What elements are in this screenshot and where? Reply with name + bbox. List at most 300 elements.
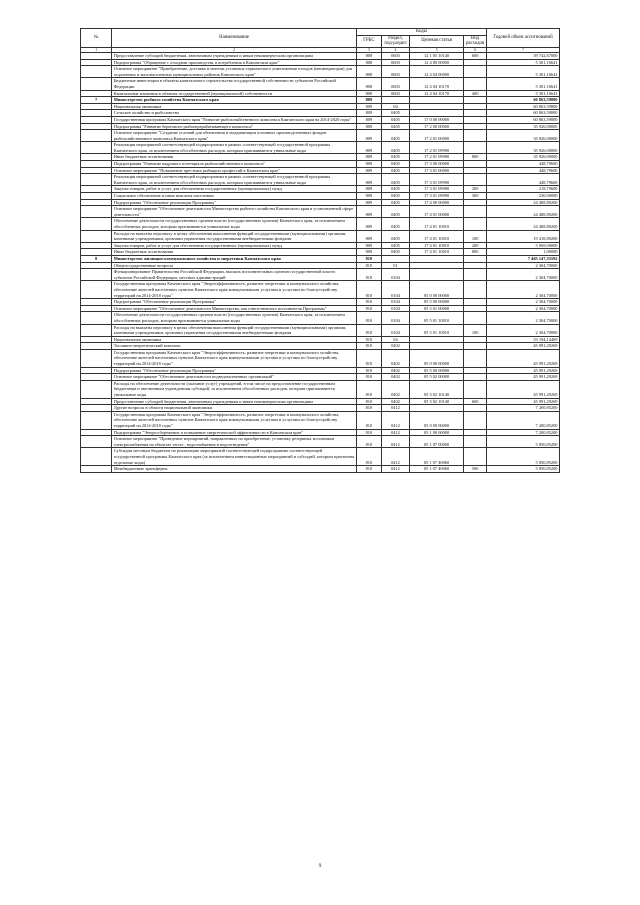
cell-vr (464, 380, 487, 398)
cell-razdel: 0405 (381, 199, 409, 206)
cell-sum: 19 418,80200 (487, 230, 560, 242)
cell-sum: 35 926,00000 (487, 142, 560, 154)
header-codes: Коды (356, 29, 486, 36)
table-row (81, 97, 560, 104)
cell-num (81, 174, 112, 186)
cell-num (81, 281, 112, 299)
cell-num (81, 52, 112, 59)
cell-razdel: 0405 (381, 142, 409, 154)
cell-name: Реализация мероприятий соответствующей подпрограммы в рамках соответствующей государственной программы Камчатского края, за исключением обособленных расходов, которым присваиваются уникальные коды (112, 174, 357, 186)
cell-num (81, 336, 112, 343)
cell-grbs: 809 (356, 116, 381, 123)
table-row (81, 281, 560, 299)
cell-cs: 17 4 01 10010 (410, 242, 464, 249)
cell-num (81, 411, 112, 429)
table-row (81, 206, 560, 218)
table-row (81, 255, 560, 262)
cell-name: Подпрограмма "Развитие берегового рыбоперерабатывающего комплекса" (112, 123, 357, 130)
index-cell: 6 (464, 47, 487, 52)
cell-vr (464, 66, 487, 78)
cell-num (81, 374, 112, 381)
cell-name: Сельское хозяйство и рыболовство (112, 110, 357, 117)
table-row (81, 405, 560, 412)
cell-grbs: 809 (356, 110, 381, 117)
cell-sum: 60 863,59800 (487, 97, 560, 104)
cell-sum: 5 069,00000 (487, 242, 560, 249)
cell-vr (464, 448, 487, 466)
table-row (81, 174, 560, 186)
cell-vr (464, 305, 487, 312)
cell-razdel: 0405 (381, 174, 409, 186)
table-row (81, 193, 560, 200)
cell-num (81, 116, 112, 123)
cell-razdel: 04 (381, 336, 409, 343)
cell-name: Бюджетные инвестиции в объекты капитального строительства государственной собственности субъектов Российской Федерации (112, 78, 357, 90)
cell-sum: 24 488,80200 (487, 218, 560, 230)
cell-num (81, 123, 112, 130)
cell-cs (410, 405, 464, 412)
cell-sum: 5 850,85200 (487, 448, 560, 466)
index-cell: 5 (410, 47, 464, 52)
cell-num (81, 78, 112, 90)
cell-grbs: 810 (356, 324, 381, 336)
cell-razdel: 0104 (381, 324, 409, 336)
cell-cs: 05 0 00 00000 (410, 411, 464, 429)
cell-num (81, 242, 112, 249)
cell-sum: 45 991,29269 (487, 349, 560, 367)
cell-grbs: 809 (356, 206, 381, 218)
cell-grbs: 810 (356, 349, 381, 367)
cell-vr (464, 349, 487, 367)
cell-sum: 2 304,70000 (487, 299, 560, 306)
index-cell: 3 (356, 47, 381, 52)
cell-name: Капитальные вложения в объекты государственной (муниципальной) собственности (112, 90, 357, 97)
cell-sum: 5 850,85200 (487, 466, 560, 473)
table-body (81, 47, 560, 472)
cell-grbs: 810 (356, 281, 381, 299)
cell-num (81, 436, 112, 448)
cell-vr (464, 312, 487, 324)
cell-grbs: 810 (356, 411, 381, 429)
cell-grbs: 809 (356, 154, 381, 161)
cell-vr (464, 142, 487, 154)
cell-name: Закупка товаров, работ и услуг для обеспечения государственных (муниципальных) нужд (112, 186, 357, 193)
table-row (81, 242, 560, 249)
cell-sum: 2 304,70000 (487, 281, 560, 299)
header-name: Наименование (112, 29, 357, 48)
cell-name: Обеспечение деятельности государственных органов власти (государственных органов) Камчатского края, за исключением обособленных расходов, которым присваиваются уникальные коды (112, 312, 357, 324)
cell-vr: 200 (464, 242, 487, 249)
cell-razdel (381, 255, 409, 262)
cell-cs: 12 4 04 10170 (410, 78, 464, 90)
budget-table (80, 28, 560, 473)
table-row (81, 52, 560, 59)
cell-name: Общегосударственные вопросы (112, 262, 357, 269)
cell-sum: 5 301,16641 (487, 90, 560, 97)
cell-name: Подпрограмма "Развитие кадрового потенциала рыбохозяйственного комплекса" (112, 161, 357, 168)
cell-num: 7 (81, 97, 112, 104)
cell-vr: 200 (464, 186, 487, 193)
cell-sum: 24 488,80200 (487, 206, 560, 218)
cell-grbs: 810 (356, 398, 381, 405)
table-row (81, 110, 560, 117)
cell-sum: 230,00000 (487, 193, 560, 200)
cell-grbs: 810 (356, 269, 381, 281)
cell-grbs: 809 (356, 174, 381, 186)
cell-sum: 24 488,80200 (487, 199, 560, 206)
cell-grbs: 810 (356, 299, 381, 306)
cell-sum: 5 301,16641 (487, 66, 560, 78)
cell-grbs: 808 (356, 90, 381, 97)
cell-name: Основное мероприятие "Обеспечение деятельности подведомственных организаций" (112, 374, 357, 381)
cell-razdel: 0412 (381, 405, 409, 412)
header-razdel: Раздел, под-раздел (381, 35, 409, 47)
index-cell: 7 (487, 47, 560, 52)
cell-razdel: 0405 (381, 249, 409, 256)
cell-vr: 800 (464, 249, 487, 256)
cell-grbs: 809 (356, 249, 381, 256)
cell-name: Государственная программа Камчатского края "Энергоэффективность, развитие энергетики и коммунального хозяйства, обеспечение жителей населенных пунктов Камчатского края коммунальными услугами и услугами по благоустройству территорий на 2014-2018 годы" (112, 281, 357, 299)
cell-vr (464, 429, 487, 436)
index-cell: 4 (381, 47, 409, 52)
cell-sum: 35 926,00000 (487, 130, 560, 142)
cell-cs: 05 1 00 00000 (410, 429, 464, 436)
table-row (81, 199, 560, 206)
table-row (81, 367, 560, 374)
header-grbs: ГРБС (356, 35, 381, 47)
cell-vr (464, 436, 487, 448)
cell-razdel: 0603 (381, 66, 409, 78)
cell-razdel: 04 (381, 103, 409, 110)
cell-name: Основное мероприятие "Приобретение, доставка и монтаж установок термического уничтожения отходов (инсинераторов) для отдаленных и малонаселенных муниципальных районов Камчатского края" (112, 66, 357, 78)
cell-name: Обеспечение деятельности государственных органов власти (государственных органов) Камчатского края, за исключением обособленных расходов, которым присваиваются уникальные коды (112, 218, 357, 230)
table-row (81, 429, 560, 436)
cell-razdel: 0405 (381, 193, 409, 200)
cell-vr (464, 97, 487, 104)
cell-sum: 45 991,29269 (487, 398, 560, 405)
cell-cs (410, 262, 464, 269)
cell-num (81, 110, 112, 117)
cell-cs: 17 2 01 00000 (410, 130, 464, 142)
table-row (81, 324, 560, 336)
cell-num (81, 59, 112, 66)
cell-razdel: 0402 (381, 374, 409, 381)
cell-grbs: 809 (356, 193, 381, 200)
cell-sum: 45 991,29269 (487, 380, 560, 398)
cell-cs: 17 3 01 00000 (410, 167, 464, 174)
cell-grbs: 810 (356, 312, 381, 324)
cell-grbs: 810 (356, 448, 381, 466)
table-row (81, 336, 560, 343)
cell-grbs: 808 (356, 78, 381, 90)
cell-cs (410, 103, 464, 110)
table-row (81, 349, 560, 367)
cell-cs: 17 4 00 00000 (410, 199, 464, 206)
cell-vr: 100 (464, 230, 487, 242)
cell-num (81, 305, 112, 312)
cell-name: Иные бюджетные ассигнования (112, 154, 357, 161)
table-row (81, 161, 560, 168)
cell-vr (464, 167, 487, 174)
table-row (81, 66, 560, 78)
cell-sum: 35 926,00000 (487, 154, 560, 161)
cell-grbs: 810 (356, 367, 381, 374)
cell-cs: 17 3 01 09990 (410, 193, 464, 200)
cell-vr (464, 367, 487, 374)
cell-name: Реализация мероприятий соответствующей подпрограммы в рамках соответствующей государственной программы Камчатского края, за исключением обособленных расходов, которым присваиваются уникальные коды (112, 142, 357, 154)
cell-cs: 17 4 01 00000 (410, 206, 464, 218)
cell-num (81, 103, 112, 110)
cell-num (81, 466, 112, 473)
cell-num (81, 154, 112, 161)
cell-num (81, 90, 112, 97)
cell-razdel: 0405 (381, 161, 409, 168)
cell-name: Закупка товаров, работ и услуг для обеспечения государственных (муниципальных) нужд (112, 242, 357, 249)
cell-razdel: 0104 (381, 305, 409, 312)
cell-vr (464, 374, 487, 381)
cell-sum: 2 304,70000 (487, 262, 560, 269)
cell-name: Основное мероприятие "Обеспечение деятельности Министерства рыбного хозяйства Камчатского края в установленной сфере деятельности" (112, 206, 357, 218)
cell-sum: 2 304,70000 (487, 324, 560, 336)
cell-sum: 1,00000 (487, 249, 560, 256)
cell-sum: 39 742,67000 (487, 52, 560, 59)
cell-vr: 100 (464, 324, 487, 336)
header-sum: Годовой объем ассигнований (487, 29, 560, 48)
cell-num (81, 398, 112, 405)
cell-vr: 400 (464, 90, 487, 97)
table-row (81, 312, 560, 324)
cell-razdel: 0104 (381, 312, 409, 324)
cell-grbs: 808 (356, 59, 381, 66)
cell-name: Основное мероприятие "Обеспечение деятельности Министерства, как ответственного исполнителя Программы" (112, 305, 357, 312)
cell-num (81, 142, 112, 154)
table-row (81, 116, 560, 123)
cell-cs: 17 0 00 00000 (410, 116, 464, 123)
cell-name: Топливно-энергетический комплекс (112, 343, 357, 350)
cell-razdel: 0412 (381, 436, 409, 448)
cell-cs: 05 5 00 00000 (410, 367, 464, 374)
cell-razdel: 0402 (381, 367, 409, 374)
cell-razdel: 0402 (381, 398, 409, 405)
index-cell: 2 (112, 47, 357, 52)
cell-name: Социальное обеспечение и иные выплаты населению (112, 193, 357, 200)
cell-cs: 12 4 04 10170 (410, 90, 464, 97)
cell-razdel: 0104 (381, 281, 409, 299)
cell-num (81, 429, 112, 436)
cell-grbs: 809 (356, 242, 381, 249)
cell-name: Другие вопросы в области национальной экономики (112, 405, 357, 412)
cell-sum: 448,79600 (487, 174, 560, 186)
cell-num (81, 193, 112, 200)
cell-sum: 5 850,85200 (487, 436, 560, 448)
cell-grbs: 809 (356, 186, 381, 193)
cell-vr (464, 103, 487, 110)
cell-num (81, 161, 112, 168)
cell-name: Основное мероприятие "Проведение мероприятий, направленных на приобретение, установку резервных источников электроснабжения на объектах тепло-, водоснабжения и водоотведения" (112, 436, 357, 448)
cell-razdel: 0405 (381, 110, 409, 117)
table-row (81, 305, 560, 312)
cell-cs: 05 5 02 00000 (410, 374, 464, 381)
cell-grbs: 809 (356, 199, 381, 206)
cell-sum: 7 465 147,35592 (487, 255, 560, 262)
document-page (80, 28, 560, 473)
cell-sum: 5 301,16641 (487, 78, 560, 90)
cell-sum: 45 991,29269 (487, 374, 560, 381)
cell-grbs: 808 (356, 66, 381, 78)
cell-num (81, 324, 112, 336)
cell-num: 8 (81, 255, 112, 262)
cell-vr (464, 206, 487, 218)
table-row (81, 123, 560, 130)
cell-name: Министерство жилищно-коммунального хозяйства и энергетики Камчатского края (112, 255, 357, 262)
cell-razdel: 0412 (381, 411, 409, 429)
cell-name: Иные бюджетные ассигнования (112, 249, 357, 256)
cell-num (81, 448, 112, 466)
cell-num (81, 343, 112, 350)
cell-cs: 17 4 01 10010 (410, 218, 464, 230)
table-row (81, 249, 560, 256)
cell-name: Национальная экономика (112, 336, 357, 343)
cell-razdel: 0603 (381, 59, 409, 66)
cell-num (81, 367, 112, 374)
cell-grbs: 810 (356, 466, 381, 473)
cell-num (81, 66, 112, 78)
cell-cs: 05 5 02 10140 (410, 398, 464, 405)
cell-name: Подпрограмма "Обеспечение реализации Программы" (112, 199, 357, 206)
cell-grbs: 809 (356, 230, 381, 242)
cell-sum: 60 863,59800 (487, 103, 560, 110)
table-row (81, 90, 560, 97)
table-row (81, 466, 560, 473)
cell-grbs: 809 (356, 161, 381, 168)
table-row (81, 130, 560, 142)
cell-grbs: 810 (356, 255, 381, 262)
cell-razdel: 0405 (381, 230, 409, 242)
cell-razdel: 0603 (381, 90, 409, 97)
header-num: № (81, 29, 112, 48)
cell-sum: 448,79600 (487, 167, 560, 174)
cell-razdel: 0104 (381, 269, 409, 281)
cell-cs: 05 5 01 00000 (410, 305, 464, 312)
table-row (81, 436, 560, 448)
cell-vr: 300 (464, 193, 487, 200)
cell-vr (464, 255, 487, 262)
cell-sum: 5 301,16641 (487, 59, 560, 66)
cell-vr (464, 161, 487, 168)
cell-name: Расходы на выплаты персоналу в целях обеспечения выполнения функций государственными (муниципальными) органами, казенными учреждениями, органами управления государственными внебюджетными фондами (112, 324, 357, 336)
cell-razdel: 0405 (381, 242, 409, 249)
table-row (81, 142, 560, 154)
cell-razdel: 0412 (381, 466, 409, 473)
cell-cs: 17 3 00 00000 (410, 161, 464, 168)
cell-name: Подпрограмма "Обеспечение реализации Программы" (112, 367, 357, 374)
cell-cs: 05 1 07 40060 (410, 466, 464, 473)
cell-num (81, 262, 112, 269)
cell-num (81, 206, 112, 218)
cell-vr (464, 405, 487, 412)
cell-vr (464, 199, 487, 206)
cell-num (81, 230, 112, 242)
cell-cs: 17 4 01 10010 (410, 230, 464, 242)
cell-name: Предоставление субсидий бюджетным, автономным учреждениям и иным некоммерческим организациям (112, 398, 357, 405)
page-number: 9 (318, 863, 322, 869)
cell-cs: 17 3 01 09990 (410, 186, 464, 193)
cell-grbs: 809 (356, 97, 381, 104)
cell-razdel: 0402 (381, 380, 409, 398)
index-cell: 1 (81, 47, 112, 52)
table-row (81, 78, 560, 90)
cell-num (81, 269, 112, 281)
cell-sum: 7 200,85200 (487, 411, 560, 429)
table-row (81, 299, 560, 306)
cell-razdel: 0412 (381, 429, 409, 436)
cell-num (81, 349, 112, 367)
cell-name: Государственная программа Камчатского края "Энергоэффективность, развитие энергетики и коммунального хозяйства, обеспечение жителей населенных пунктов Камчатского края коммунальными услугами и услугами по благоустройству территорий на 2014-2018 годы" (112, 349, 357, 367)
cell-vr (464, 116, 487, 123)
cell-cs: 05 5 01 10010 (410, 312, 464, 324)
cell-grbs: 810 (356, 336, 381, 343)
cell-vr (464, 411, 487, 429)
header-cs: Целевая статья (410, 35, 464, 47)
cell-sum: 7 200,85200 (487, 429, 560, 436)
cell-vr (464, 59, 487, 66)
cell-cs: 05 0 00 00000 (410, 349, 464, 367)
cell-sum: 448,79600 (487, 161, 560, 168)
table-row (81, 448, 560, 466)
table-row (81, 380, 560, 398)
cell-name: Субсидии местным бюджетам на реализацию мероприятий соответствующей подпрограммы соответствующей государственной программы Камчатского края (за исключением инвестиционных мероприятий и субсидий, которым присвоены отдельные коды) (112, 448, 357, 466)
cell-name: Подпрограмма "Обеспечение реализации Программы" (112, 299, 357, 306)
cell-sum: 53 194,14469 (487, 336, 560, 343)
cell-num (81, 167, 112, 174)
cell-num (81, 299, 112, 306)
cell-cs: 17 2 01 09990 (410, 154, 464, 161)
table-row (81, 103, 560, 110)
table-row (81, 374, 560, 381)
cell-cs: 17 2 01 09990 (410, 142, 464, 154)
cell-cs (410, 343, 464, 350)
cell-grbs: 810 (356, 305, 381, 312)
cell-num (81, 218, 112, 230)
cell-vr (464, 78, 487, 90)
cell-sum: 35 926,00000 (487, 123, 560, 130)
cell-sum: 2 304,70000 (487, 269, 560, 281)
cell-razdel: 0405 (381, 206, 409, 218)
cell-vr (464, 174, 487, 186)
cell-vr: 800 (464, 154, 487, 161)
cell-cs: 05 5 00 00000 (410, 299, 464, 306)
cell-grbs: 810 (356, 374, 381, 381)
cell-vr (464, 281, 487, 299)
cell-cs: 17 2 00 00000 (410, 123, 464, 130)
cell-razdel: 0412 (381, 448, 409, 466)
cell-grbs: 810 (356, 343, 381, 350)
cell-vr (464, 269, 487, 281)
cell-grbs: 810 (356, 405, 381, 412)
cell-grbs: 810 (356, 436, 381, 448)
cell-sum: 45 991,29269 (487, 367, 560, 374)
cell-name: Государственная программа Камчатского края "Развитие рыбохозяйственного комплекса Камчатского края на 2014-2020 годы" (112, 116, 357, 123)
cell-vr: 600 (464, 398, 487, 405)
cell-razdel: 0104 (381, 299, 409, 306)
cell-cs: 17 3 01 09990 (410, 174, 464, 186)
cell-razdel: 0603 (381, 52, 409, 59)
table-row (81, 411, 560, 429)
cell-num (81, 405, 112, 412)
cell-cs (410, 336, 464, 343)
table-row (81, 230, 560, 242)
cell-name: Основное мероприятие "Повышение престижа рыбацких профессий в Камчатском крае" (112, 167, 357, 174)
